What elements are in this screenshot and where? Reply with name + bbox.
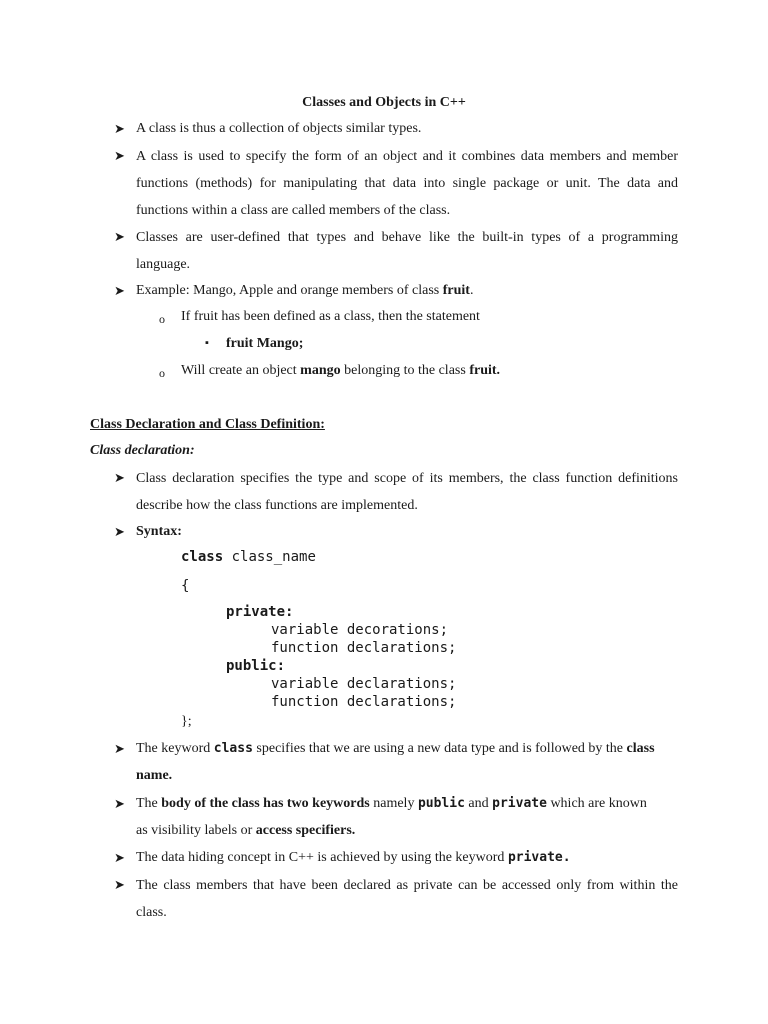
declaration-bullet-1: Class declaration specifies the type and scope of its members, the class function definitions describe how the class functions are implemented. <box>136 471 678 513</box>
note3-text-a: The data hiding concept in C++ is achieved by using the keyword <box>136 850 508 865</box>
note-4: The class members that have been declared as private can be accessed only from within the class. <box>136 878 678 920</box>
note3-private: private. <box>507 850 571 865</box>
bullet-arrow-icon: ➤ <box>114 148 125 163</box>
syntax-label: Syntax: <box>136 524 182 539</box>
sub2-text-c: belonging to the class <box>340 363 470 378</box>
code-keyword-class: class <box>181 549 224 565</box>
code-line-class <box>181 548 316 566</box>
note1-text-a: The keyword <box>136 741 214 756</box>
note-2-continued <box>136 822 355 840</box>
bullet-arrow-icon: ➤ <box>114 229 125 244</box>
note-1 <box>136 740 655 758</box>
note2-access-specifiers: access specifiers. <box>255 823 356 838</box>
code-private-line-2: function declarations; <box>271 640 457 656</box>
note-3 <box>136 849 571 867</box>
sub2-text-a: Will create an object <box>181 363 301 378</box>
sub-bullet-1: If fruit has been defined as a class, then the statement <box>181 309 480 324</box>
section-heading: Class Declaration and Class Definition: <box>90 417 325 432</box>
code-close-brace: }; <box>181 714 192 729</box>
bullet-arrow-icon: ➤ <box>114 470 125 485</box>
bullet-arrow-icon: ➤ <box>114 524 125 539</box>
section-subheading: Class declaration: <box>90 443 195 458</box>
note2-body-keywords: body of the class has two keywords <box>161 796 370 811</box>
note2-text-a: The <box>136 796 162 811</box>
example-fruit: fruit <box>442 283 470 298</box>
note1-keyword-class: class <box>213 741 253 756</box>
example-period: . <box>469 283 474 298</box>
bullet-arrow-icon: ➤ <box>114 850 125 865</box>
code-private-line-1: variable decorations; <box>271 622 449 638</box>
note2-text-h: as visibility labels or <box>136 823 256 838</box>
code-public-line-2: function declarations; <box>271 694 457 710</box>
sub2-fruit: fruit. <box>469 363 501 378</box>
code-public-label: public: <box>226 658 286 674</box>
note1-text-c: specifies that we are using a new data type and is followed by the <box>252 741 627 756</box>
note2-text-g: which are known <box>546 796 647 811</box>
subsub-bullet-marker: ▪ <box>205 337 209 349</box>
sub2-mango: mango <box>300 363 341 378</box>
note1-class: class <box>626 741 655 756</box>
subsub-bullet-1: fruit Mango; <box>226 336 304 351</box>
note-1-continued: name. <box>136 768 173 783</box>
example-text: Example: Mango, Apple and orange members of class <box>136 283 443 298</box>
code-private-label: private: <box>226 604 294 620</box>
intro-bullet-3: Classes are user-defined that types and behave like the built-in types of a programming language. <box>136 230 678 272</box>
intro-bullet-1: A class is thus a collection of objects similar types. <box>136 121 422 136</box>
note2-text-c: namely <box>369 796 418 811</box>
note-2 <box>136 795 647 813</box>
sub-bullet-2 <box>181 362 500 380</box>
note2-private: private <box>492 796 547 811</box>
note2-text-e: and <box>464 796 493 811</box>
bullet-arrow-icon: ➤ <box>114 283 125 298</box>
bullet-arrow-icon: ➤ <box>114 877 125 892</box>
bullet-arrow-icon: ➤ <box>114 121 125 136</box>
intro-bullet-4 <box>136 282 473 300</box>
page-title: Classes and Objects in C++ <box>302 95 466 110</box>
note2-public: public <box>417 796 465 811</box>
bullet-arrow-icon: ➤ <box>114 741 125 756</box>
bullet-arrow-icon: ➤ <box>114 796 125 811</box>
code-class-name: class_name <box>223 549 316 565</box>
sub-bullet-marker: o <box>159 312 165 326</box>
intro-bullet-2: A class is used to specify the form of an object and it combines data members and member functions (methods) for manipulating that data into single package or unit. The data and functions within a class are called members of the class. <box>136 149 678 218</box>
code-public-line-1: variable declarations; <box>271 676 457 692</box>
sub-bullet-marker: o <box>159 366 165 380</box>
code-open-brace: { <box>181 578 190 594</box>
